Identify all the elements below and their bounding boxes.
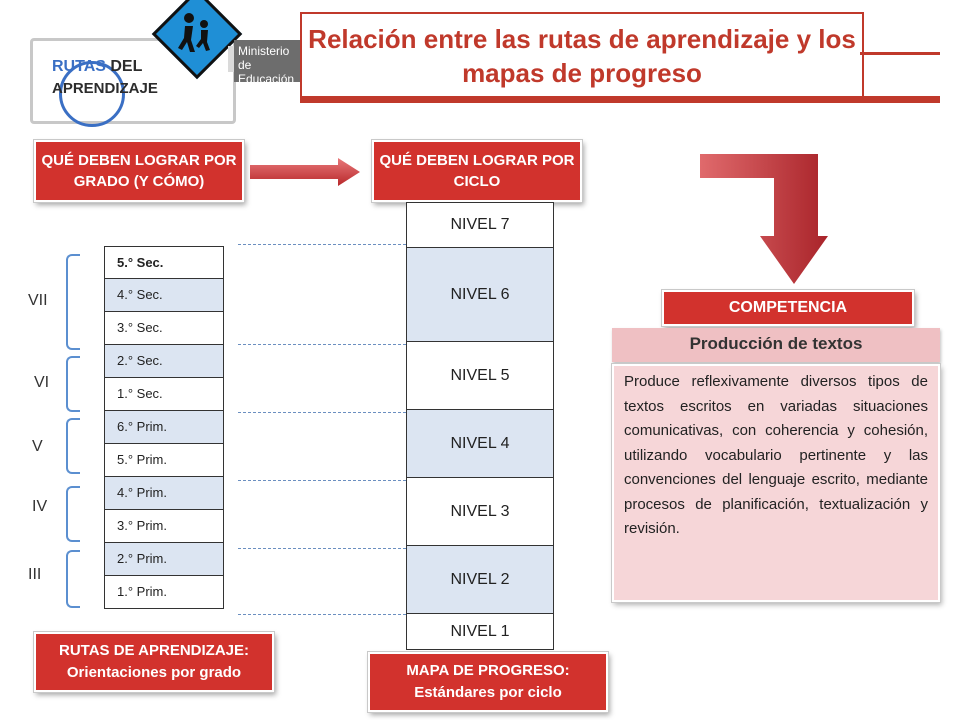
- ministerio-logo: [234, 40, 306, 86]
- connector-line: [238, 548, 406, 549]
- level-cell: NIVEL 3: [406, 478, 554, 546]
- logo-rutas-text: [52, 58, 142, 76]
- title-underline: [300, 96, 940, 103]
- title-box: [300, 12, 864, 100]
- rutas-button-line2: Orientaciones por grado: [66, 664, 242, 681]
- ministerio-line2: de Educación: [238, 58, 295, 86]
- rutas-button-line1: RUTAS DE APRENDIZAJE:: [58, 642, 249, 659]
- cycle-label: V: [32, 438, 43, 455]
- grade-row: 2.° Prim.: [104, 543, 224, 576]
- competencia-button[interactable]: COMPETENCIA: [662, 290, 914, 326]
- logo-aprendizaje-text: APRENDIZAJE: [52, 80, 158, 97]
- logo-rutas-word: RUTAS: [52, 58, 106, 75]
- cycle-label: VII: [28, 292, 48, 309]
- title-side-line: [860, 52, 940, 55]
- level-cell: NIVEL 6: [406, 248, 554, 342]
- cycle-brace: [66, 254, 80, 350]
- competencia-description: Produce reflexivamente diversos tipos de textos escritos en variadas situaciones comunicativas, con coherencia y cohesión, utilizando vocabulario pertinente y las convenciones del lenguaje escrito, mediante procesos de planificación, textualización y revisión.: [612, 364, 940, 602]
- ministerio-line1: Ministerio: [238, 44, 290, 58]
- connector-line: [238, 244, 406, 245]
- mapa-button-line2: Estándares por ciclo: [414, 684, 562, 701]
- por-ciclo-button[interactable]: QUÉ DEBEN LOGRAR POR CICLO: [372, 140, 582, 202]
- arrow-down-icon: [694, 152, 830, 288]
- cycle-label: VI: [34, 374, 50, 391]
- grade-row: 5.° Sec.: [104, 246, 224, 279]
- arrow-right-icon: [250, 158, 362, 186]
- level-cell: NIVEL 1: [406, 614, 554, 650]
- por-grado-button[interactable]: QUÉ DEBEN LOGRAR POR GRADO (Y CÓMO): [34, 140, 244, 202]
- cycle-brace: [66, 486, 80, 542]
- level-cell: NIVEL 4: [406, 410, 554, 478]
- grade-row: 3.° Prim.: [104, 510, 224, 543]
- mapa-progreso-button[interactable]: [368, 652, 608, 712]
- grade-row: 1.° Sec.: [104, 378, 224, 411]
- connector-line: [238, 412, 406, 413]
- page-title: Relación entre las rutas de aprendizaje y los mapas de progreso: [308, 24, 856, 88]
- cycle-brace: [66, 356, 80, 412]
- cycle-label: III: [28, 566, 42, 583]
- level-cell: NIVEL 7: [406, 202, 554, 248]
- mapa-button-line1: MAPA DE PROGRESO:: [406, 662, 570, 679]
- grade-row: 5.° Prim.: [104, 444, 224, 477]
- competencia-title: Producción de textos: [612, 328, 940, 362]
- grade-row: 3.° Sec.: [104, 312, 224, 345]
- grade-row: 2.° Sec.: [104, 345, 224, 378]
- grade-row: 6.° Prim.: [104, 411, 224, 444]
- grade-row: 4.° Sec.: [104, 279, 224, 312]
- rutas-aprendizaje-button[interactable]: [34, 632, 274, 692]
- grade-row: 4.° Prim.: [104, 477, 224, 510]
- connector-line: [238, 614, 406, 615]
- cycle-brace: [66, 550, 80, 608]
- level-cell: NIVEL 2: [406, 546, 554, 614]
- grade-row: 1.° Prim.: [104, 576, 224, 609]
- level-cell: NIVEL 5: [406, 342, 554, 410]
- connector-line: [238, 480, 406, 481]
- cycle-label: IV: [32, 498, 48, 515]
- cycle-brace: [66, 418, 80, 474]
- grade-table: [104, 246, 224, 609]
- children-figures-icon: [172, 8, 220, 58]
- connector-line: [238, 344, 406, 345]
- levels-column: [406, 202, 554, 650]
- logo-del-word: DEL: [110, 58, 143, 75]
